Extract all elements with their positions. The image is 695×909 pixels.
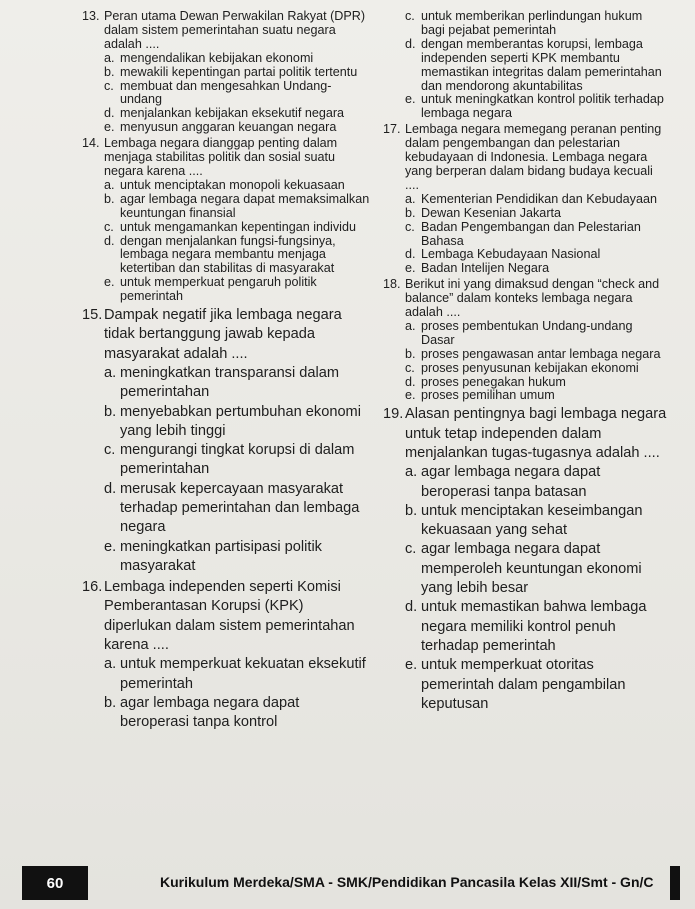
question-17 [383, 123, 668, 276]
option-e: e. menyusun anggaran keuangan negara [104, 120, 337, 135]
question-text: Lembaga negara memegang peranan penting dalam pengembangan dan pelestarian kebudayaan di Indonesia. Lembaga negara yang berperan dalam bidang budaya kecuali .... [405, 122, 662, 192]
question-text: Berikut ini yang dimaksud dengan “check and balance” dalam konteks lembaga negara adalah .... [405, 277, 660, 320]
option-e: e. proses pemilihan umum [405, 388, 555, 403]
option-c: c. agar lembaga negara dapat memperoleh keuntungan ekonomi yang lebih besar [405, 541, 642, 597]
option-e: e. untuk meningkatkan kontrol politik terhadap lembaga negara [405, 92, 664, 121]
footer-text: Kurikulum Merdeka/SMA - SMK/Pendidikan Pancasila Kelas XII/Smt - Gn/C [160, 874, 654, 890]
options-list [82, 179, 372, 304]
question-number: 18. [383, 277, 401, 292]
option-a: a. mengendalikan kebijakan ekonomi [104, 50, 314, 65]
option-d: d. merusak kepercayaan masyarakat terhadap pemerintahan dan lembaga negara [104, 480, 360, 536]
options-list [82, 655, 372, 732]
question-19 [383, 405, 668, 714]
options-list [383, 320, 668, 403]
question-number: 17. [383, 122, 401, 137]
option-c: c. membuat dan mengesahkan Undang-undang [104, 78, 332, 107]
option-c: c. untuk memberikan perlindungan hukum bagi pejabat pemerintah [405, 9, 643, 37]
option-c: c. mengurangi tingkat korupsi di dalam pemerintahan [104, 442, 355, 478]
question-number: 16. [82, 579, 103, 596]
option-d: d. dengan menjalankan fungsi-fungsinya, lembaga negara membantu menjaga ketertiban dan stabilitas di masyarakat [104, 233, 336, 276]
option-d: d. menjalankan kebijakan eksekutif negara [104, 106, 345, 121]
question-18 [383, 278, 668, 403]
options-list [82, 52, 372, 135]
option-e: e. meningkatkan partisipasi politik masyarakat [104, 538, 322, 574]
options-list [82, 364, 372, 576]
option-c: c. Badan Pengembangan dan Pelestarian Bahasa [405, 219, 641, 248]
question-text: Lembaga independen seperti Komisi Pemberantasan Korupsi (KPK) diperlukan dalam sistem pemerintahan karena .... [104, 579, 355, 654]
option-a: a. untuk menciptakan monopoli kekuasaan [104, 177, 345, 192]
option-b: b. mewakili kepentingan partai politik tertentu [104, 64, 358, 79]
question-number: 15. [82, 307, 103, 324]
option-b: b. proses pengawasan antar lembaga negara [405, 346, 661, 361]
question-number: 14. [82, 136, 100, 151]
option-b: b. untuk menciptakan keseimbangan kekuasaan yang sehat [405, 502, 643, 539]
question-16 [82, 578, 372, 732]
option-d: d. proses penegakan hukum [405, 374, 566, 389]
option-d: d. Lembaga Kebudayaan Nasional [405, 247, 601, 262]
option-d: d. dengan memberantas korupsi, lembaga independen seperti KPK membantu memastikan integritas dalam pemerintahan dan mendorong akuntabilitas [405, 36, 662, 93]
options-list [383, 10, 668, 121]
question-13 [82, 10, 372, 135]
option-b: b. Dewan Kesenian Jakarta [405, 205, 562, 220]
option-b: b. agar lembaga negara dapat beroperasi tanpa kontrol [104, 694, 300, 731]
footer-edge-bar [670, 866, 680, 900]
option-e: e. untuk memperkuat otoritas pemerintah dalam pengambilan keputusan [405, 657, 626, 712]
question-14 [82, 137, 372, 304]
options-list [383, 463, 668, 714]
question-number: 19. [383, 406, 404, 423]
option-a: a. agar lembaga negara dapat beroperasi tanpa batasan [405, 464, 601, 500]
option-b: b. menyebabkan pertumbuhan ekonomi yang lebih tinggi [104, 403, 361, 439]
question-15 [82, 306, 372, 576]
option-c: c. proses penyusunan kebijakan ekonomi [405, 360, 639, 375]
option-a: a. proses pembentukan Undang-undang Dasar [405, 318, 633, 347]
option-a: a. untuk memperkuat kekuatan eksekutif pemerintah [104, 656, 366, 692]
left-column [82, 10, 372, 733]
question-text: Alasan pentingnya bagi lembaga negara untuk tetap independen dalam menjalankan tugas-tugasnya adalah .... [405, 406, 667, 461]
page-number: 60 [22, 866, 88, 900]
option-e: e. untuk memperkuat pengaruh politik pemerintah [104, 275, 317, 304]
question-text: Dampak negatif jika lembaga negara tidak bertanggung jawab kepada masyarakat adalah .... [104, 307, 342, 362]
question-text: Lembaga negara dianggap penting dalam menjaga stabilitas politik dan sosial suatu negara karena .... [104, 136, 338, 178]
option-d: d. untuk memastikan bahwa lembaga negara memiliki kontrol penuh terhadap pemerintah [405, 599, 647, 654]
question-16-continued [383, 10, 668, 121]
option-a: a. Kementerian Pendidikan dan Kebudayaan [405, 191, 657, 206]
option-c: c. untuk mengamankan kepentingan individu [104, 219, 356, 234]
page-footer [18, 866, 680, 900]
option-e: e. Badan Intelijen Negara [405, 261, 550, 276]
option-a: a. meningkatkan transparansi dalam pemerintahan [104, 364, 340, 401]
question-number: 13. [82, 9, 100, 23]
options-list [383, 193, 668, 276]
option-b: b. agar lembaga negara dapat memaksimalkan keuntungan finansial [104, 191, 370, 220]
question-text: Peran utama Dewan Perwakilan Rakyat (DPR) dalam sistem pemerintahan suatu negara adalah .... [104, 9, 366, 51]
right-column [383, 10, 668, 714]
